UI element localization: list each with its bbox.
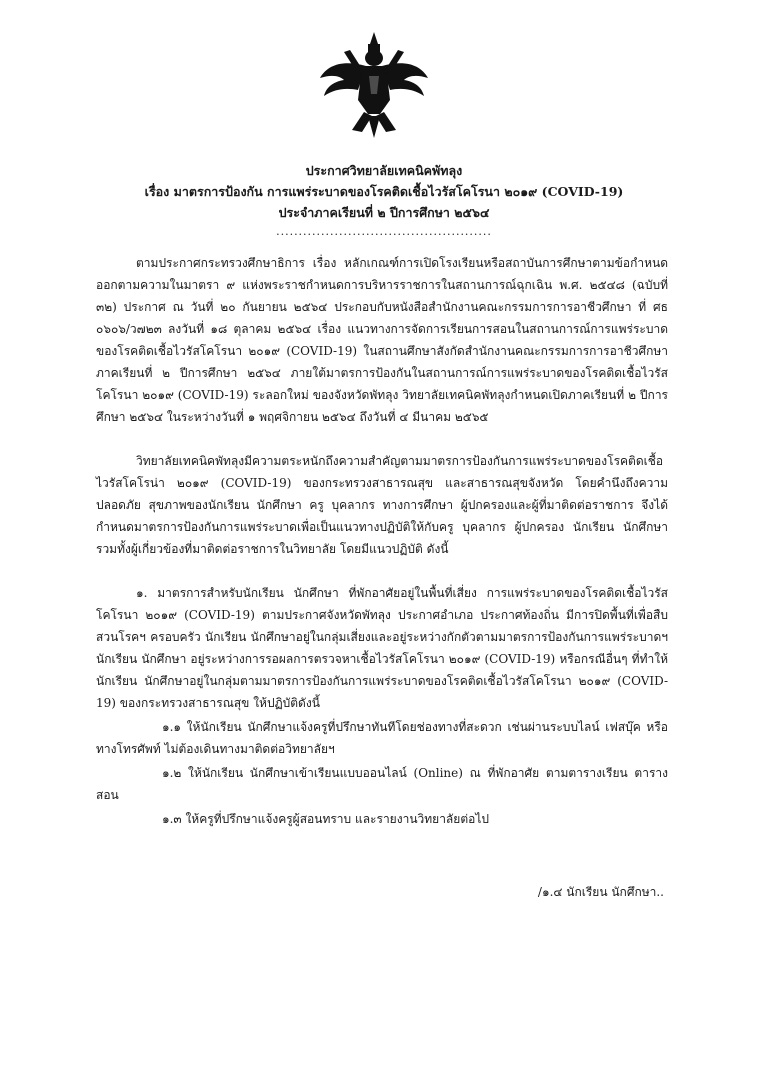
- header-separator: ................................................: [276, 225, 492, 238]
- measure-item-1: ๑. มาตรการสำหรับนักเรียน นักศึกษา ที่พักอาศัยอยู่ในพื้นที่เสี่ยง การแพร่ระบาดของโรคติดเชื้อไวรัสโคโรนา ๒๐๑๙ (COVID-19) ตามประกาศจังหวัดพัทลุง ประกาศอำเภอ ประกาศท้องถิ่น มีการปิดพื้นที่เพื่อสืบสวนโรคฯ ครอบครัว นักเรียน นักศึกษาอยู่ในกลุ่มเสี่ยงและอยู่ระหว่างกักตัวตามมาตรการป้องกันการแพร่ระบาดฯ นักเรียน นักศึกษา อยู่ระหว่างการรอผลการตรวจหาเชื้อไวรัสโคโรนา ๒๐๑๙ (COVID-19) หรือกรณีอื่นๆ ที่ทำให้นักเรียน นักศึกษาอยู่ในกลุ่มตามมาตรการป้องกันการแพร่ระบาดของโรคติดเชื้อไวรัสโคโรนา ๒๐๑๙ (COVID-19) ของกระทรวงสาธารณสุข ให้ปฏิบัติดังนี้: [96, 586, 668, 710]
- paragraph-intro: ตามประกาศกระทรวงศึกษาธิการ เรื่อง หลักเกณฑ์การเปิดโรงเรียนหรือสถาบันการศึกษาตามข้อกำหนดออกตามความในมาตรา ๙ แห่งพระราชกำหนดการบริหารราชการในสถานการณ์ฉุกเฉิน พ.ศ. ๒๕๔๘ (ฉบับที่ ๓๒) ประกาศ ณ วันที่ ๒๐ กันยายน ๒๕๖๔ ประกอบกับหนังสือสำนักงานคณะกรรมการการอาชีวศึกษา ที่ ศธ ๐๖๐๖/ว๗๒๓ ลงวันที่ ๑๘ ตุลาคม ๒๕๖๔ เรื่อง แนวทางการจัดการเรียนการสอนในสถานการณ์การแพร่ระบาดของโรคติดเชื้อไวรัสโคโรนา ๒๐๑๙ (COVID-19) ในสถานศึกษาสังกัดสำนักงานคณะกรรมการการอาชีวศึกษา ภาคเรียนที่ ๒ ปีการศึกษา ๒๕๖๔ ภายใต้มาตรการป้องกันในสถานการณ์การแพร่ระบาดของโรคติดเชื้อไวรัสโคโรนา ๒๐๑๙ (COVID-19) ระลอกใหม่ ของจังหวัดพัทลุง วิทยาลัยเทคนิคพัทลุงกำหนดเปิดภาคเรียนที่ ๒ ปีการศึกษา ๒๕๖๔ ในระหว่างวันที่ ๑ พฤศจิกายน ๒๕๖๔ ถึงวันที่ ๔ มีนาคม ๒๕๖๕: [96, 256, 668, 424]
- garuda-emblem-icon: [314, 30, 434, 140]
- announcement-body: [96, 252, 668, 832]
- measure-subitem-1-2: ๑.๒ ให้นักเรียน นักศึกษาเข้าเรียนแบบออนไลน์ (Online) ณ ที่พักอาศัย ตามตารางเรียน ตารางสอน: [96, 766, 668, 802]
- paragraph-awareness: วิทยาลัยเทคนิคพัทลุงมีความตระหนักถึงความสำคัญตามมาตรการป้องกันการแพร่ระบาดของโรคติดเชื้อไวรัสโคโรน่า ๒๐๑๙ (COVID-19) ของกระทรวงสาธารณสุข และสาธารณสุขจังหวัด โดยคำนึงถึงความปลอดภัย สุขภาพของนักเรียน นักศึกษา ครู บุคลากร ทางการศึกษา ผู้ปกครองและผู้ที่มาติดต่อราชการ จึงได้กำหนดมาตรการป้องกันการแพร่ระบาดเพื่อเป็นแนวทางปฏิบัติให้กับครู บุคลากร ผู้ปกครอง นักเรียน นักศึกษา รวมทั้งผู้เกี่ยวข้องที่มาติดต่อราชการในวิทยาลัย โดยมีแนวปฏิบัติ ดังนี้: [96, 454, 668, 556]
- measure-subitem-1-1: ๑.๑ ให้นักเรียน นักศึกษาแจ้งครูที่ปรึกษาทันทีโดยช่องทางที่สะดวก เช่นผ่านระบบไลน์ เฟสบุ๊ค หรือทางโทรศัพท์ ไม่ต้องเดินทางมาติดต่อวิทยาลัยฯ: [96, 720, 668, 756]
- announcement-header: [96, 160, 672, 239]
- continuation-note: /๑.๔ นักเรียน นักศึกษา..: [537, 885, 664, 899]
- measure-subitem-1-3: ๑.๓ ให้ครูที่ปรึกษาแจ้งครูผู้สอนทราบ และรายงานวิทยาลัยต่อไป: [162, 812, 489, 826]
- announcement-title: ประกาศวิทยาลัยเทคนิคพัทลุง: [305, 163, 463, 178]
- announcement-term: ประจำภาคเรียนที่ ๒ ปีการศึกษา ๒๕๖๔: [278, 205, 490, 220]
- announcement-subject: เรื่อง มาตรการป้องกัน การแพร่ระบาดของโรคติดเชื้อไวรัสโคโรนา ๒๐๑๙ (COVID-19): [144, 184, 624, 199]
